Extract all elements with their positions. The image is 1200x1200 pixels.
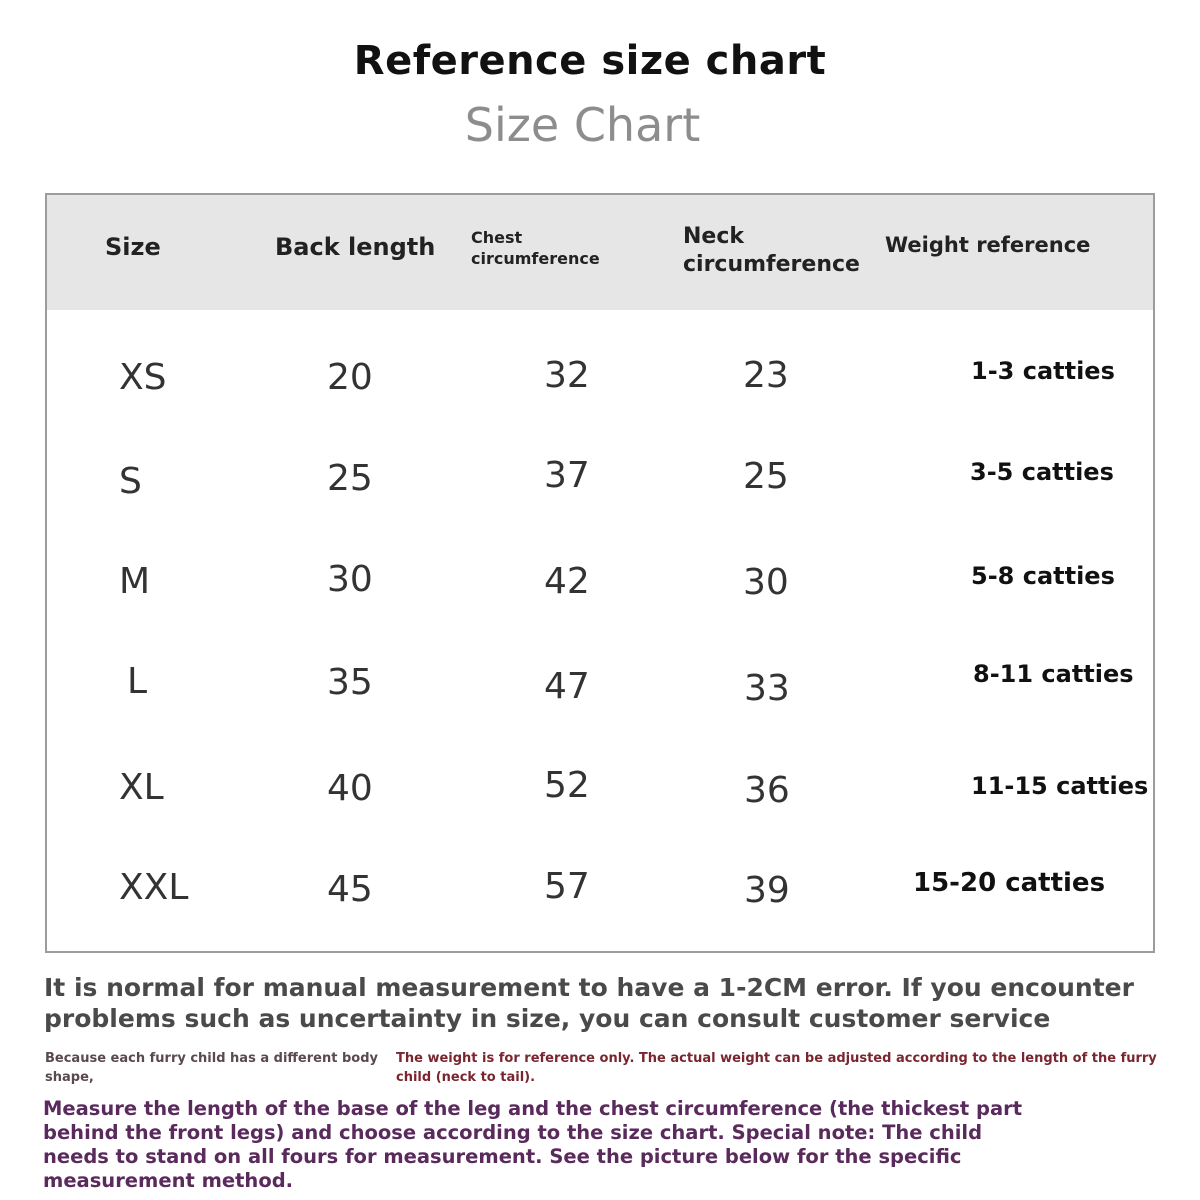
cell-weight: 5-8 catties xyxy=(971,562,1115,590)
weight-reference-note: The weight is for reference only. The actual weight can be adjusted according to the length of the furry child (neck to tail). xyxy=(396,1051,1157,1085)
cell-back: 45 xyxy=(327,869,373,910)
header-weight: Weight reference xyxy=(885,233,1091,257)
cell-chest: 52 xyxy=(544,765,590,806)
cell-size: XS xyxy=(119,357,167,398)
cell-chest: 32 xyxy=(544,355,590,396)
table-header xyxy=(47,195,1153,310)
measurement-method-note: Measure the length of the base of the leg and the chest circumference (the thickest part behind the front legs) and choose according to the size chart. Special note: The child needs to stand on all fours for measurement. See the picture below for the specific measurement method. xyxy=(43,1097,1023,1192)
cell-weight: 15-20 catties xyxy=(913,868,1106,898)
body-shape-note: Because each furry child has a different body shape, xyxy=(45,1051,378,1085)
cell-back: 25 xyxy=(327,458,373,499)
cell-back: 30 xyxy=(327,559,373,600)
header-neck: Neck circumference xyxy=(683,224,860,277)
cell-chest: 42 xyxy=(544,561,590,602)
page-title: Reference size chart xyxy=(353,38,827,84)
cell-size: XXL xyxy=(119,867,189,908)
cell-weight: 1-3 catties xyxy=(971,357,1115,385)
cell-weight: 11-15 catties xyxy=(971,772,1149,800)
cell-weight: 3-5 catties xyxy=(970,458,1114,486)
cell-chest: 47 xyxy=(544,666,590,707)
cell-neck: 36 xyxy=(744,770,790,811)
cell-neck: 23 xyxy=(743,355,789,396)
cell-back: 35 xyxy=(327,662,373,703)
header-size: Size xyxy=(105,233,161,261)
header-chest: Chest circumference xyxy=(471,228,600,268)
size-table xyxy=(45,193,1155,953)
page-subtitle: Size Chart xyxy=(464,98,701,152)
cell-weight: 8-11 catties xyxy=(973,660,1134,688)
cell-size: XL xyxy=(119,767,164,808)
cell-size: M xyxy=(119,561,151,602)
cell-neck: 25 xyxy=(743,456,789,497)
cell-back: 20 xyxy=(327,357,373,398)
cell-size: S xyxy=(119,461,142,502)
measurement-error-note: It is normal for manual measurement to have a 1-2CM error. If you encounter problems such as uncertainty in size, you can consult customer service xyxy=(44,973,1134,1033)
cell-neck: 39 xyxy=(744,870,790,911)
cell-back: 40 xyxy=(327,768,373,809)
cell-neck: 33 xyxy=(744,668,790,709)
header-back-length: Back length xyxy=(275,233,436,261)
cell-neck: 30 xyxy=(743,562,789,603)
cell-size: L xyxy=(127,661,148,702)
cell-chest: 57 xyxy=(544,866,590,907)
cell-chest: 37 xyxy=(544,455,590,496)
